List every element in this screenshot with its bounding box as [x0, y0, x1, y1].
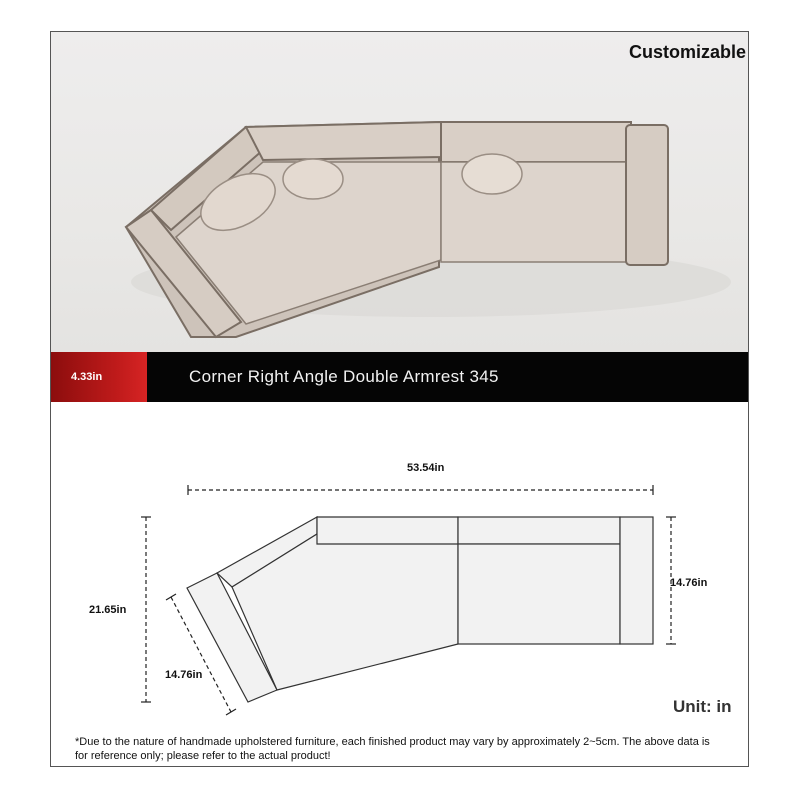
disclaimer-note: *Due to the nature of handmade upholstered furniture, each finished product may vary by approximately 2~5cm. The above data is for reference only; please refer to the actual product!: [75, 736, 710, 762]
depth-label: 21.65in: [89, 604, 127, 616]
sofa-dimension-diagram: [51, 32, 748, 767]
unit-label: Unit: in: [673, 697, 732, 716]
customizable-label: Customizable: [628, 42, 746, 62]
seat-depth-label: 14.76in: [165, 669, 203, 681]
right-back-shape: [458, 517, 620, 544]
right-armrest-shape: [620, 517, 653, 644]
product-image-frame: [50, 31, 749, 767]
middle-back-shape: [317, 517, 458, 544]
right-seat-shape: [458, 544, 620, 644]
banner-title: Corner Right Angle Double Armrest 345: [189, 367, 499, 386]
armrest-depth-label: 14.76in: [670, 577, 708, 589]
banner-badge: 4.33in: [51, 352, 147, 402]
width-label: 53.54in: [407, 462, 445, 474]
